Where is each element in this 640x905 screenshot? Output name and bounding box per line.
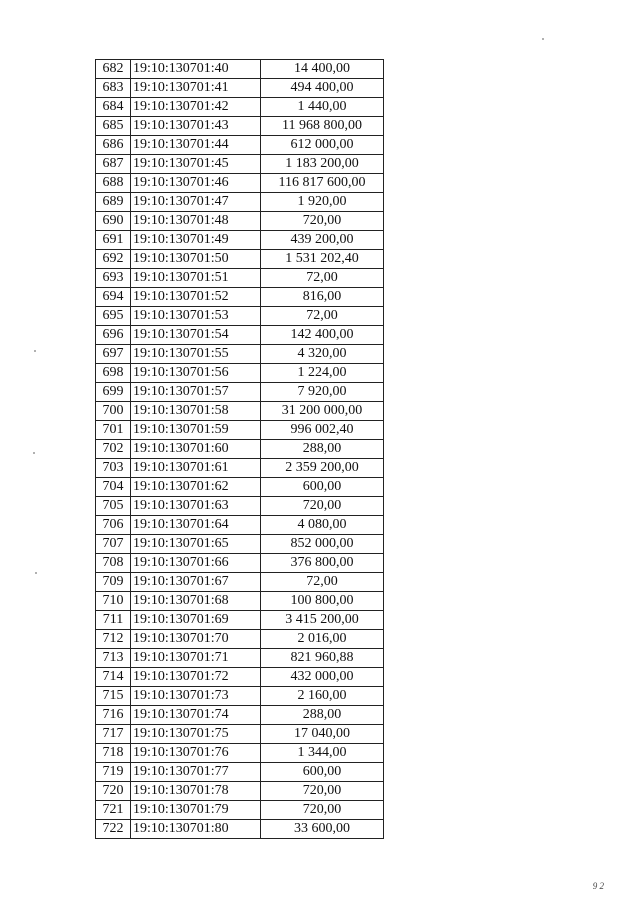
row-number-cell: 700: [96, 402, 131, 421]
row-number-cell: 721: [96, 801, 131, 820]
cadastral-number-cell: 19:10:130701:59: [131, 421, 261, 440]
cadastral-number-cell: 19:10:130701:60: [131, 440, 261, 459]
row-number-cell: 707: [96, 535, 131, 554]
table-row: [96, 421, 384, 440]
row-number-cell: 715: [96, 687, 131, 706]
amount-cell: 821 960,88: [261, 649, 384, 668]
table-row: [96, 744, 384, 763]
amount-cell: 142 400,00: [261, 326, 384, 345]
table-row: [96, 117, 384, 136]
row-number-cell: 703: [96, 459, 131, 478]
row-number-cell: 697: [96, 345, 131, 364]
amount-cell: 2 016,00: [261, 630, 384, 649]
row-number-cell: 689: [96, 193, 131, 212]
amount-cell: 4 080,00: [261, 516, 384, 535]
amount-cell: 2 359 200,00: [261, 459, 384, 478]
table-row: [96, 174, 384, 193]
cadastral-number-cell: 19:10:130701:53: [131, 307, 261, 326]
amount-cell: 612 000,00: [261, 136, 384, 155]
cadastral-number-cell: 19:10:130701:65: [131, 535, 261, 554]
cadastral-number-cell: 19:10:130701:42: [131, 98, 261, 117]
amount-cell: 116 817 600,00: [261, 174, 384, 193]
table-row: [96, 763, 384, 782]
table-row: [96, 212, 384, 231]
amount-cell: 432 000,00: [261, 668, 384, 687]
scan-speck: [35, 572, 37, 574]
amount-cell: 11 968 800,00: [261, 117, 384, 136]
table-row: [96, 250, 384, 269]
table-row: [96, 402, 384, 421]
amount-cell: 1 344,00: [261, 744, 384, 763]
cadastral-number-cell: 19:10:130701:45: [131, 155, 261, 174]
cadastral-value-table: [95, 59, 384, 839]
row-number-cell: 716: [96, 706, 131, 725]
amount-cell: 72,00: [261, 269, 384, 288]
amount-cell: 31 200 000,00: [261, 402, 384, 421]
row-number-cell: 722: [96, 820, 131, 839]
row-number-cell: 702: [96, 440, 131, 459]
row-number-cell: 712: [96, 630, 131, 649]
row-number-cell: 695: [96, 307, 131, 326]
scan-speck: [542, 38, 544, 40]
cadastral-number-cell: 19:10:130701:77: [131, 763, 261, 782]
amount-cell: 288,00: [261, 706, 384, 725]
amount-cell: 600,00: [261, 763, 384, 782]
amount-cell: 720,00: [261, 801, 384, 820]
cadastral-number-cell: 19:10:130701:55: [131, 345, 261, 364]
amount-cell: 4 320,00: [261, 345, 384, 364]
row-number-cell: 694: [96, 288, 131, 307]
table-row: [96, 326, 384, 345]
table-row: [96, 345, 384, 364]
cadastral-number-cell: 19:10:130701:71: [131, 649, 261, 668]
table-row: [96, 269, 384, 288]
table-row: [96, 497, 384, 516]
cadastral-number-cell: 19:10:130701:66: [131, 554, 261, 573]
table-row: [96, 79, 384, 98]
table-row: [96, 440, 384, 459]
amount-cell: 720,00: [261, 497, 384, 516]
amount-cell: 1 183 200,00: [261, 155, 384, 174]
amount-cell: 33 600,00: [261, 820, 384, 839]
cadastral-number-cell: 19:10:130701:40: [131, 60, 261, 79]
cadastral-number-cell: 19:10:130701:62: [131, 478, 261, 497]
row-number-cell: 685: [96, 117, 131, 136]
table-row: [96, 383, 384, 402]
table-row: [96, 516, 384, 535]
cadastral-number-cell: 19:10:130701:80: [131, 820, 261, 839]
row-number-cell: 719: [96, 763, 131, 782]
table-row: [96, 231, 384, 250]
table-row: [96, 98, 384, 117]
amount-cell: 14 400,00: [261, 60, 384, 79]
cadastral-number-cell: 19:10:130701:69: [131, 611, 261, 630]
amount-cell: 288,00: [261, 440, 384, 459]
table-row: [96, 820, 384, 839]
table-row: [96, 554, 384, 573]
row-number-cell: 717: [96, 725, 131, 744]
row-number-cell: 709: [96, 573, 131, 592]
table-row: [96, 193, 384, 212]
row-number-cell: 718: [96, 744, 131, 763]
cadastral-number-cell: 19:10:130701:48: [131, 212, 261, 231]
cadastral-number-cell: 19:10:130701:76: [131, 744, 261, 763]
cadastral-number-cell: 19:10:130701:41: [131, 79, 261, 98]
cadastral-number-cell: 19:10:130701:58: [131, 402, 261, 421]
cadastral-number-cell: 19:10:130701:64: [131, 516, 261, 535]
amount-cell: 1 224,00: [261, 364, 384, 383]
row-number-cell: 713: [96, 649, 131, 668]
row-number-cell: 688: [96, 174, 131, 193]
cadastral-number-cell: 19:10:130701:78: [131, 782, 261, 801]
cadastral-number-cell: 19:10:130701:79: [131, 801, 261, 820]
cadastral-number-cell: 19:10:130701:72: [131, 668, 261, 687]
cadastral-number-cell: 19:10:130701:74: [131, 706, 261, 725]
cadastral-number-cell: 19:10:130701:52: [131, 288, 261, 307]
cadastral-number-cell: 19:10:130701:46: [131, 174, 261, 193]
row-number-cell: 683: [96, 79, 131, 98]
amount-cell: 494 400,00: [261, 79, 384, 98]
table-row: [96, 630, 384, 649]
row-number-cell: 696: [96, 326, 131, 345]
amount-cell: 72,00: [261, 573, 384, 592]
amount-cell: 996 002,40: [261, 421, 384, 440]
table-row: [96, 364, 384, 383]
row-number-cell: 684: [96, 98, 131, 117]
row-number-cell: 687: [96, 155, 131, 174]
cadastral-number-cell: 19:10:130701:67: [131, 573, 261, 592]
amount-cell: 1 531 202,40: [261, 250, 384, 269]
cadastral-number-cell: 19:10:130701:56: [131, 364, 261, 383]
row-number-cell: 708: [96, 554, 131, 573]
row-number-cell: 699: [96, 383, 131, 402]
cadastral-number-cell: 19:10:130701:68: [131, 592, 261, 611]
amount-cell: 1 440,00: [261, 98, 384, 117]
table-row: [96, 592, 384, 611]
cadastral-number-cell: 19:10:130701:61: [131, 459, 261, 478]
row-number-cell: 698: [96, 364, 131, 383]
table-row: [96, 155, 384, 174]
cadastral-number-cell: 19:10:130701:63: [131, 497, 261, 516]
amount-cell: 2 160,00: [261, 687, 384, 706]
row-number-cell: 714: [96, 668, 131, 687]
row-number-cell: 692: [96, 250, 131, 269]
table-row: [96, 801, 384, 820]
amount-cell: 1 920,00: [261, 193, 384, 212]
cadastral-number-cell: 19:10:130701:70: [131, 630, 261, 649]
amount-cell: 3 415 200,00: [261, 611, 384, 630]
amount-cell: 852 000,00: [261, 535, 384, 554]
table-row: [96, 535, 384, 554]
amount-cell: 100 800,00: [261, 592, 384, 611]
row-number-cell: 691: [96, 231, 131, 250]
page-number-mark: 9 2: [592, 881, 604, 891]
cadastral-number-cell: 19:10:130701:44: [131, 136, 261, 155]
cadastral-number-cell: 19:10:130701:49: [131, 231, 261, 250]
row-number-cell: 706: [96, 516, 131, 535]
table-row: [96, 782, 384, 801]
row-number-cell: 705: [96, 497, 131, 516]
amount-cell: 17 040,00: [261, 725, 384, 744]
cadastral-number-cell: 19:10:130701:73: [131, 687, 261, 706]
amount-cell: 439 200,00: [261, 231, 384, 250]
row-number-cell: 682: [96, 60, 131, 79]
cadastral-number-cell: 19:10:130701:47: [131, 193, 261, 212]
table-row: [96, 668, 384, 687]
row-number-cell: 720: [96, 782, 131, 801]
cadastral-number-cell: 19:10:130701:57: [131, 383, 261, 402]
scan-speck: [34, 350, 36, 352]
scan-speck: [33, 452, 35, 454]
table-row: [96, 706, 384, 725]
cadastral-number-cell: 19:10:130701:51: [131, 269, 261, 288]
table-row: [96, 60, 384, 79]
cadastral-number-cell: 19:10:130701:54: [131, 326, 261, 345]
row-number-cell: 710: [96, 592, 131, 611]
table-row: [96, 288, 384, 307]
table-row: [96, 611, 384, 630]
cadastral-number-cell: 19:10:130701:50: [131, 250, 261, 269]
table-row: [96, 649, 384, 668]
amount-cell: 720,00: [261, 782, 384, 801]
table-row: [96, 478, 384, 497]
table-row: [96, 459, 384, 478]
row-number-cell: 704: [96, 478, 131, 497]
row-number-cell: 686: [96, 136, 131, 155]
row-number-cell: 690: [96, 212, 131, 231]
table-row: [96, 307, 384, 326]
amount-cell: 376 800,00: [261, 554, 384, 573]
amount-cell: 720,00: [261, 212, 384, 231]
row-number-cell: 711: [96, 611, 131, 630]
table-row: [96, 136, 384, 155]
amount-cell: 600,00: [261, 478, 384, 497]
row-number-cell: 693: [96, 269, 131, 288]
table-row: [96, 573, 384, 592]
amount-cell: 72,00: [261, 307, 384, 326]
table-row: [96, 687, 384, 706]
row-number-cell: 701: [96, 421, 131, 440]
cadastral-number-cell: 19:10:130701:43: [131, 117, 261, 136]
cadastral-number-cell: 19:10:130701:75: [131, 725, 261, 744]
amount-cell: 816,00: [261, 288, 384, 307]
amount-cell: 7 920,00: [261, 383, 384, 402]
table-row: [96, 725, 384, 744]
table-body: [96, 60, 384, 839]
